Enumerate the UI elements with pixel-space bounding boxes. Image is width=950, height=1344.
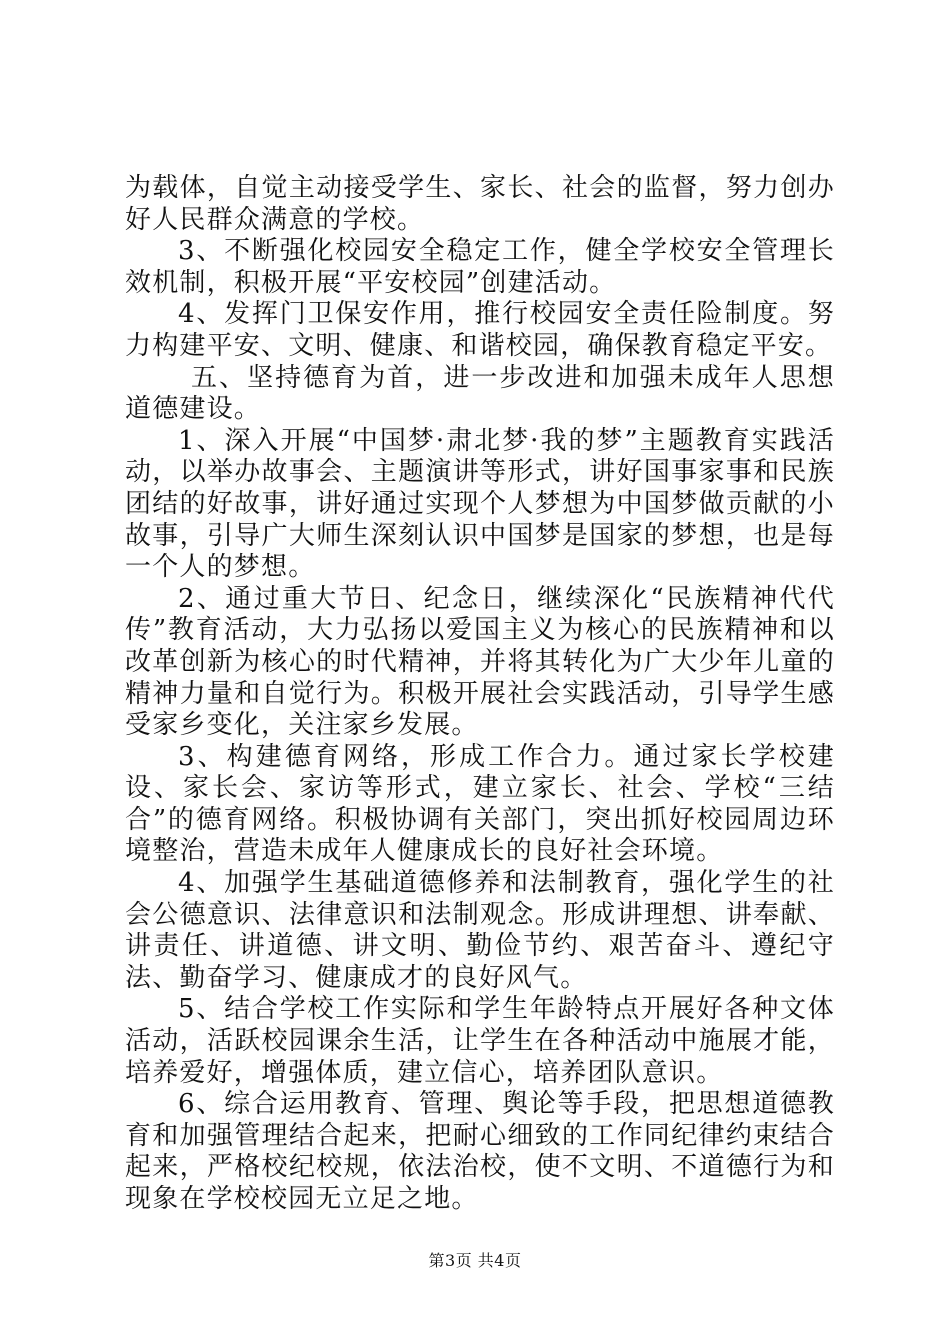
page-number-footer: 第3页 共4页 xyxy=(428,1251,522,1270)
paragraph-legal-education: 4、加强学生基础道德修养和法制教育，强化学生的社会公德意识、法律意识和法制观念。形成讲理想、讲奉献、讲责任、讲道德、讲文明、勤俭节约、艰苦奋斗、遵纪守法、勤奋学习、健康成才的良好风气。 xyxy=(125,868,835,993)
paragraph-moral-network: 3、构建德育网络，形成工作合力。通过家长学校建设、家长会、家访等形式，建立家长、社会、学校“三结合”的德育网络。积极协调有关部门，突出抓好校园周边环境整治，营造未成年人健康成长的良好社会环境。 xyxy=(125,741,835,867)
paragraph-guard-role: 4、发挥门卫保安作用，推行校园安全责任险制度。努力构建平安、文明、健康、和谐校园，确保教育稳定平安。 xyxy=(125,299,835,361)
paragraph-safety-mechanism: 3、不断强化校园安全稳定工作，健全学校安全管理长效机制，积极开展“平安校园”创建活动。 xyxy=(125,236,835,298)
paragraph-china-dream: 1、深入开展“中国梦·肃北梦·我的梦”主题教育实践活动，以举办故事会、主题演讲等形式，讲好国事家事和民族团结的好故事，讲好通过实现个人梦想为中国梦做贡献的小故事，引导广大师生深刻认识中国梦是国家的梦想，也是每一个人的梦想。 xyxy=(125,425,835,583)
section-heading-moral-education: 五、坚持德育为首，进一步改进和加强未成年人思想道德建设。 xyxy=(125,362,835,425)
document-body xyxy=(125,173,835,1216)
paragraph-school-discipline: 6、综合运用教育、管理、舆论等手段，把思想道德教育和加强管理结合起来，把耐心细致的工作同纪律约束结合起来，严格校纪校规，依法治校，使不文明、不道德行为和现象在学校校园无立足之地。 xyxy=(125,1089,835,1214)
paragraph-cultural-activities: 5、结合学校工作实际和学生年龄特点开展好各种文体活动，活跃校园课余生活，让学生在各种活动中施展才能，培养爱好，增强体质，建立信心，培养团队意识。 xyxy=(125,994,835,1088)
paragraph-national-spirit: 2、通过重大节日、纪念日，继续深化“民族精神代代传”教育活动，大力弘扬以爱国主义为核心的民族精神和以改革创新为核心的时代精神，并将其转化为广大少年儿童的精神力量和自觉行为。积极开展社会实践活动，引导学生感受家乡变化，关注家乡发展。 xyxy=(125,583,835,741)
paragraph-continuation: 为载体，自觉主动接受学生、家长、社会的监督，努力创办好人民群众满意的学校。 xyxy=(125,173,835,235)
